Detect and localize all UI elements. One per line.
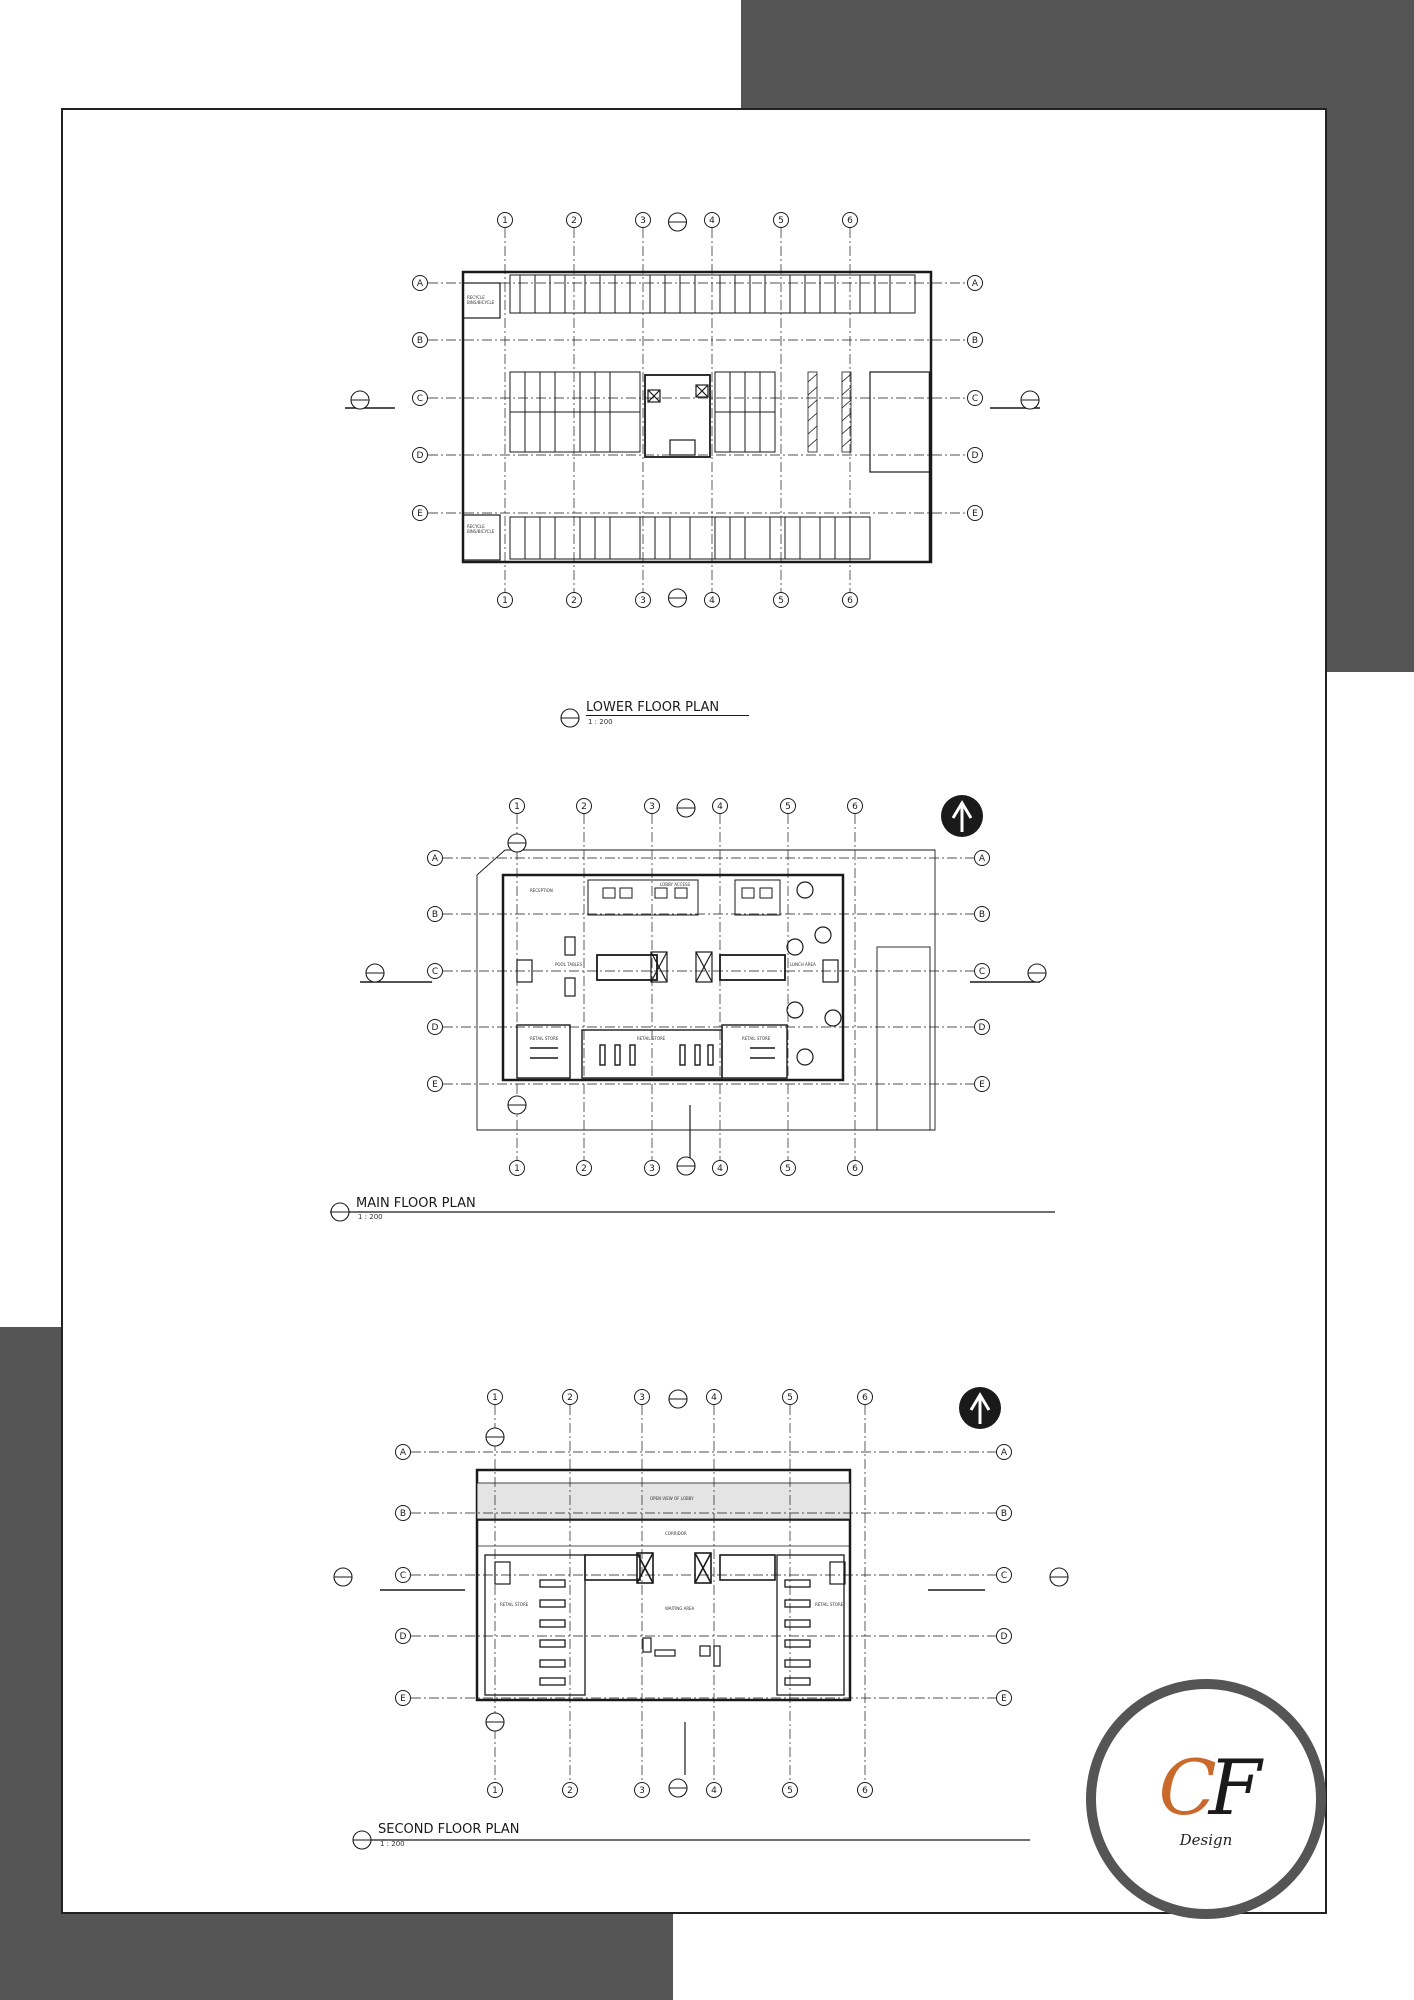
lower-grid-col-bubble-bottom bbox=[705, 593, 720, 608]
lower-grid-col-bubble-top bbox=[705, 213, 720, 228]
main-pool-table-2 bbox=[565, 978, 575, 996]
svg-text:4: 4 bbox=[711, 1393, 717, 1403]
svg-text:B: B bbox=[978, 910, 986, 920]
lower-plan-title: LOWER FLOOR PLAN bbox=[586, 700, 749, 716]
main-lunch-tables bbox=[787, 882, 841, 1065]
lower-grid-col-bubble-bottom bbox=[567, 593, 582, 608]
second-grid-col-bubble-bottom bbox=[707, 1783, 722, 1798]
svg-text:E: E bbox=[432, 1080, 438, 1090]
lower-floor-plan bbox=[345, 272, 1040, 562]
svg-text:4: 4 bbox=[717, 1164, 723, 1174]
second-north-arrow-icon bbox=[959, 1387, 1001, 1429]
main-room-label-retail-2: RETAIL STORE bbox=[637, 1036, 666, 1041]
main-grid-row-bubble-right bbox=[975, 907, 990, 922]
second-grid-col-bubble-top bbox=[858, 1390, 873, 1405]
main-grid-row-bubble-right bbox=[975, 1020, 990, 1035]
lower-grid-row-bubble-left bbox=[413, 333, 428, 348]
second-level-marker-bottom bbox=[486, 1713, 504, 1731]
main-grid-row-bubble-left bbox=[428, 1020, 443, 1035]
svg-text:1: 1 bbox=[492, 1393, 498, 1403]
svg-text:2: 2 bbox=[567, 1393, 573, 1403]
second-grid-col-bubble-top bbox=[488, 1390, 503, 1405]
main-grid-col-bubble-top bbox=[848, 799, 863, 814]
lower-grid-row-bubble-left bbox=[413, 391, 428, 406]
svg-text:B: B bbox=[971, 336, 979, 346]
main-grid-row-bubble-right bbox=[975, 1077, 990, 1092]
main-title-view-marker bbox=[331, 1203, 349, 1221]
svg-text:B: B bbox=[416, 336, 424, 346]
lower-grid-row-bubble-right bbox=[968, 506, 983, 521]
svg-text:E: E bbox=[972, 509, 978, 519]
lower-grid-row-bubble-right bbox=[968, 276, 983, 291]
second-grid-col-bubble-top bbox=[635, 1390, 650, 1405]
svg-text:E: E bbox=[1001, 1694, 1007, 1704]
lower-section-marker-right bbox=[1021, 391, 1039, 409]
lower-grid-row-bubble-left bbox=[413, 448, 428, 463]
main-core bbox=[597, 952, 785, 982]
svg-text:C: C bbox=[399, 1571, 407, 1581]
main-plan-scale: 1 : 200 bbox=[358, 1213, 383, 1221]
second-grid-row-bubble-left bbox=[396, 1691, 411, 1706]
lower-grid-col-bubble-top bbox=[774, 213, 789, 228]
main-grid-col-bubble-bottom bbox=[510, 1161, 525, 1176]
second-room-label-corridor: CORRIDOR bbox=[665, 1531, 687, 1536]
svg-text:3: 3 bbox=[639, 1786, 645, 1796]
svg-text:3: 3 bbox=[649, 1164, 655, 1174]
second-open-lobby-band bbox=[477, 1483, 850, 1519]
lower-middle-parking bbox=[510, 372, 775, 452]
lower-section-marker-left bbox=[351, 391, 369, 409]
svg-text:4: 4 bbox=[717, 802, 723, 812]
grid-layer bbox=[331, 213, 1068, 1850]
lower-ramp bbox=[870, 372, 930, 472]
svg-text:3: 3 bbox=[640, 596, 646, 606]
second-grid-row-bubble-right bbox=[997, 1445, 1012, 1460]
main-grid-row-bubble-left bbox=[428, 907, 443, 922]
main-grid-col-bubble-top bbox=[713, 799, 728, 814]
svg-text:C: C bbox=[431, 967, 439, 977]
lower-core bbox=[645, 375, 710, 457]
main-grid-col-bubble-top bbox=[781, 799, 796, 814]
second-plan-title: SECOND FLOOR PLAN bbox=[378, 1822, 520, 1837]
main-grid-col-bubble-bottom bbox=[713, 1161, 728, 1176]
main-section-marker-top bbox=[677, 799, 695, 817]
svg-text:4: 4 bbox=[711, 1786, 717, 1796]
main-level-marker-top bbox=[508, 834, 526, 852]
main-room-label-retail-3: RETAIL STORE bbox=[742, 1036, 771, 1041]
svg-text:6: 6 bbox=[862, 1393, 868, 1403]
second-room-label-retail-2: RETAIL STORE bbox=[815, 1602, 844, 1607]
cf-design-logo bbox=[1086, 1679, 1326, 1919]
svg-text:5: 5 bbox=[778, 216, 784, 226]
svg-text:6: 6 bbox=[847, 216, 853, 226]
lower-grid-col-bubble-top bbox=[498, 213, 513, 228]
main-room-label-pool: POOL TABLES bbox=[555, 962, 583, 967]
svg-text:A: A bbox=[416, 279, 424, 289]
svg-text:6: 6 bbox=[862, 1786, 868, 1796]
main-room-label-reception: RECEPTION bbox=[530, 888, 553, 893]
lower-grid-col-bubble-top bbox=[843, 213, 858, 228]
svg-text:A: A bbox=[978, 854, 986, 864]
svg-text:5: 5 bbox=[787, 1786, 793, 1796]
lower-grid-col-bubble-bottom bbox=[774, 593, 789, 608]
svg-text:D: D bbox=[971, 451, 979, 461]
second-stair-left bbox=[495, 1562, 510, 1584]
second-floor-plan bbox=[360, 1470, 1030, 1840]
svg-text:6: 6 bbox=[852, 802, 858, 812]
svg-text:6: 6 bbox=[847, 596, 853, 606]
logo-letter-c: C bbox=[1158, 1743, 1209, 1832]
main-grid-col-bubble-bottom bbox=[848, 1161, 863, 1176]
lower-grid-col-bubble-bottom bbox=[636, 593, 651, 608]
svg-text:1: 1 bbox=[492, 1786, 498, 1796]
lower-grid-col-bubble-bottom bbox=[843, 593, 858, 608]
second-grid-row-bubble-left bbox=[396, 1506, 411, 1521]
main-pool-table-1 bbox=[565, 937, 575, 955]
lower-grid-row-bubble-left bbox=[413, 276, 428, 291]
second-level-marker-top bbox=[486, 1428, 504, 1446]
svg-text:C: C bbox=[978, 967, 986, 977]
lower-room-label-2: RECYCLE BINS/BICYCLE bbox=[467, 524, 495, 534]
svg-text:2: 2 bbox=[571, 216, 577, 226]
svg-text:2: 2 bbox=[581, 802, 587, 812]
svg-text:B: B bbox=[1000, 1509, 1008, 1519]
lower-title-view-marker bbox=[561, 709, 579, 727]
second-title-view-marker bbox=[353, 1831, 371, 1849]
second-grid-col-bubble-bottom bbox=[488, 1783, 503, 1798]
svg-text:B: B bbox=[431, 910, 439, 920]
second-grid-row-bubble-right bbox=[997, 1568, 1012, 1583]
svg-text:2: 2 bbox=[571, 596, 577, 606]
svg-text:E: E bbox=[417, 509, 423, 519]
lower-top-parking bbox=[510, 275, 915, 313]
second-grid-row-bubble-right bbox=[997, 1691, 1012, 1706]
second-grid-row-bubble-left bbox=[396, 1629, 411, 1644]
second-grid-row-bubble-right bbox=[997, 1629, 1012, 1644]
svg-text:6: 6 bbox=[852, 1164, 858, 1174]
second-grid-row-bubble-left bbox=[396, 1445, 411, 1460]
svg-text:1: 1 bbox=[502, 216, 508, 226]
second-grid-row-bubble-left bbox=[396, 1568, 411, 1583]
main-grid-col-bubble-bottom bbox=[577, 1161, 592, 1176]
second-section-marker-right bbox=[1050, 1568, 1068, 1586]
svg-text:B: B bbox=[399, 1509, 407, 1519]
main-grid-col-bubble-bottom bbox=[645, 1161, 660, 1176]
second-stair-right bbox=[830, 1562, 845, 1584]
main-section-marker-left bbox=[366, 964, 384, 982]
lower-grid-row-bubble-left bbox=[413, 506, 428, 521]
svg-text:A: A bbox=[971, 279, 979, 289]
lower-grid-col-bubble-top bbox=[636, 213, 651, 228]
svg-text:3: 3 bbox=[649, 802, 655, 812]
svg-text:A: A bbox=[399, 1448, 407, 1458]
main-grid-row-bubble-left bbox=[428, 851, 443, 866]
lower-grid-col-bubble-bottom bbox=[498, 593, 513, 608]
second-room-label-waiting: WAITING AREA bbox=[665, 1606, 695, 1611]
svg-text:4: 4 bbox=[709, 596, 715, 606]
main-grid-row-bubble-left bbox=[428, 1077, 443, 1092]
second-room-label-open-lobby: OPEN VIEW OF LOBBY bbox=[650, 1496, 694, 1501]
main-grid-row-bubble-right bbox=[975, 964, 990, 979]
svg-text:A: A bbox=[431, 854, 439, 864]
svg-text:C: C bbox=[971, 394, 979, 404]
lower-grid-row-bubble-right bbox=[968, 333, 983, 348]
main-room-label-lobby: LOBBY ACCESS bbox=[660, 882, 691, 887]
svg-text:1: 1 bbox=[514, 1164, 520, 1174]
svg-text:4: 4 bbox=[709, 216, 715, 226]
main-plan-title: MAIN FLOOR PLAN bbox=[356, 1196, 476, 1211]
lower-plan-scale: 1 : 200 bbox=[588, 718, 613, 726]
svg-text:5: 5 bbox=[787, 1393, 793, 1403]
lower-room-bottom-left bbox=[463, 515, 500, 560]
svg-text:5: 5 bbox=[778, 596, 784, 606]
second-section-marker-top bbox=[669, 1390, 687, 1408]
lower-grid-row-bubble-right bbox=[968, 448, 983, 463]
main-north-arrow-icon bbox=[941, 795, 983, 837]
main-grid-row-bubble-left bbox=[428, 964, 443, 979]
svg-text:E: E bbox=[400, 1694, 406, 1704]
second-grid-col-bubble-top bbox=[783, 1390, 798, 1405]
svg-text:1: 1 bbox=[514, 802, 520, 812]
main-grid-row-bubble-right bbox=[975, 851, 990, 866]
main-grid-col-bubble-top bbox=[577, 799, 592, 814]
lower-section-marker-top bbox=[669, 213, 687, 231]
main-room-label-lunch: LUNCH AREA bbox=[790, 962, 816, 967]
svg-text:2: 2 bbox=[567, 1786, 573, 1796]
second-section-marker-left bbox=[334, 1568, 352, 1586]
svg-text:5: 5 bbox=[785, 802, 791, 812]
svg-text:C: C bbox=[416, 394, 424, 404]
main-room-label-retail-1: RETAIL STORE bbox=[530, 1036, 559, 1041]
svg-text:D: D bbox=[431, 1023, 439, 1033]
svg-text:D: D bbox=[416, 451, 424, 461]
svg-text:E: E bbox=[979, 1080, 985, 1090]
second-grid-col-bubble-bottom bbox=[563, 1783, 578, 1798]
second-room-label-retail-1: RETAIL STORE bbox=[500, 1602, 529, 1607]
svg-text:C: C bbox=[1000, 1571, 1008, 1581]
second-grid-col-bubble-bottom bbox=[783, 1783, 798, 1798]
lower-hatched-walls bbox=[808, 372, 851, 452]
svg-text:5: 5 bbox=[785, 1164, 791, 1174]
main-grid-col-bubble-top bbox=[645, 799, 660, 814]
second-grid-col-bubble-bottom bbox=[858, 1783, 873, 1798]
main-section-marker-bottom bbox=[677, 1157, 695, 1175]
main-level-marker-bottom bbox=[508, 1096, 526, 1114]
second-core bbox=[585, 1553, 775, 1583]
main-section-marker-right bbox=[1028, 964, 1046, 982]
logo-letter-f: F bbox=[1208, 1743, 1254, 1832]
lower-grid-col-bubble-top bbox=[567, 213, 582, 228]
lower-section-marker-bottom bbox=[669, 589, 687, 607]
main-building-outline bbox=[503, 875, 843, 1080]
lower-grid-row-bubble-right bbox=[968, 391, 983, 406]
svg-text:D: D bbox=[1000, 1632, 1008, 1642]
svg-text:A: A bbox=[1000, 1448, 1008, 1458]
logo-subtitle: Design bbox=[1179, 1831, 1233, 1849]
svg-text:1: 1 bbox=[502, 596, 508, 606]
svg-text:3: 3 bbox=[639, 1393, 645, 1403]
second-grid-col-bubble-bottom bbox=[635, 1783, 650, 1798]
second-grid-col-bubble-top bbox=[563, 1390, 578, 1405]
lower-bottom-parking bbox=[510, 517, 870, 559]
second-section-marker-bottom bbox=[669, 1779, 687, 1797]
second-grid-col-bubble-top bbox=[707, 1390, 722, 1405]
main-grid-col-bubble-top bbox=[510, 799, 525, 814]
lower-room-label-1: RECYCLE BINS/BICYCLE bbox=[467, 295, 495, 305]
second-plan-scale: 1 : 200 bbox=[380, 1840, 405, 1848]
main-grid-col-bubble-bottom bbox=[781, 1161, 796, 1176]
svg-text:2: 2 bbox=[581, 1164, 587, 1174]
svg-text:D: D bbox=[978, 1023, 986, 1033]
logo-monogram bbox=[1096, 1743, 1316, 1832]
svg-text:3: 3 bbox=[640, 216, 646, 226]
svg-text:D: D bbox=[399, 1632, 407, 1642]
second-grid-row-bubble-right bbox=[997, 1506, 1012, 1521]
lower-building-outline bbox=[463, 272, 931, 562]
